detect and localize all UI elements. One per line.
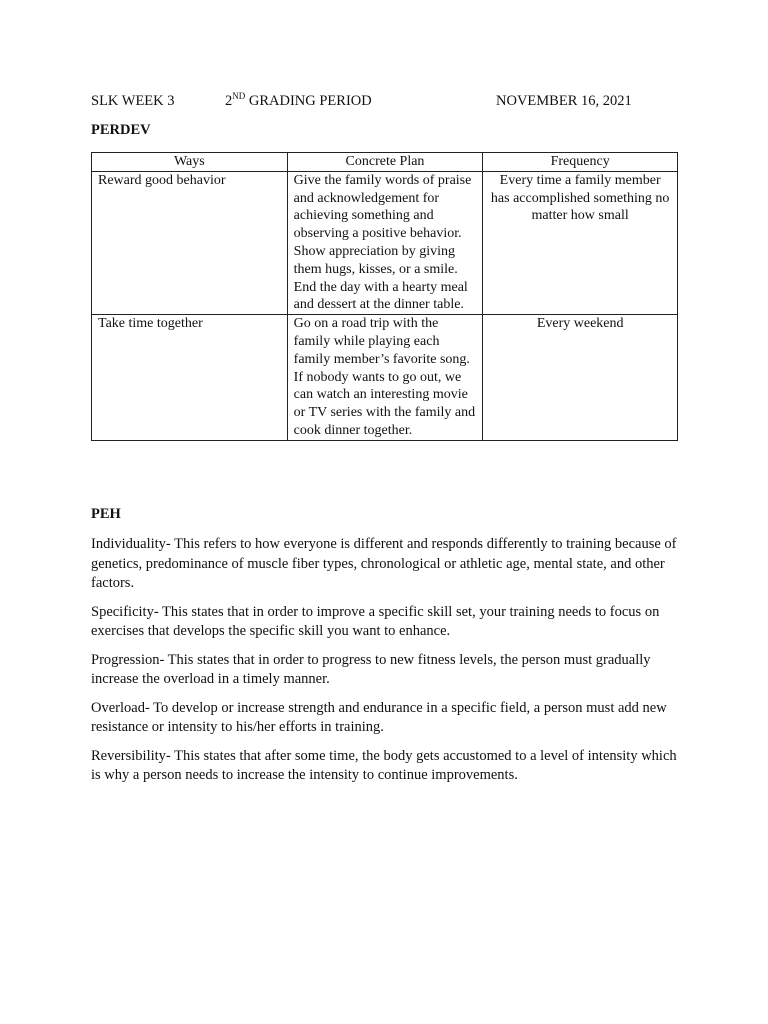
grading-number: 2 [225, 93, 233, 109]
cell-plan: Give the family words of praise and acknowledgement for achieving something and observing a positive behavior. Show appreciation by giving them hugs, kisses, or a smile. End the day with a hearty meal and dessert at the dinner table. [287, 171, 483, 314]
cell-plan: Go on a road trip with the family while playing each family member’s favorite song. If nobody wants to go out, we can watch an interesting movie or TV series with the family and cook dinner together. [287, 315, 483, 441]
perdev-plan-table [91, 152, 678, 441]
column-header-concrete-plan: Concrete Plan [287, 153, 483, 172]
document-header [91, 93, 681, 113]
table-row [92, 315, 678, 441]
cell-way: Take time together [92, 315, 288, 441]
cell-way: Reward good behavior [92, 171, 288, 314]
principle-individuality: Individuality- This refers to how everyone is different and responds differently to training because of genetics, predominance of muscle fiber types, chronological or athletic age, mental state, and other factors. [91, 536, 677, 591]
column-header-ways: Ways [92, 153, 288, 172]
perdev-section-title: PERDEV [91, 122, 151, 138]
table-header-row [92, 153, 678, 172]
table-row [92, 171, 678, 314]
cell-frequency: Every time a family member has accomplished something no matter how small [483, 171, 678, 314]
grading-suffix: ND [232, 91, 246, 101]
peh-section-title: PEH [91, 506, 121, 522]
principle-specificity: Specificity- This states that in order to improve a specific skill set, your training needs to focus on exercises that develops the specific skill you want to enhance. [91, 603, 660, 639]
week-label: SLK WEEK 3 [91, 93, 175, 109]
grading-period-label [225, 93, 372, 110]
cell-frequency: Every weekend [483, 315, 678, 441]
principle-progression: Progression- This states that in order to progress to new fitness levels, the person must gradually increase the overload in a timely manner. [91, 651, 651, 687]
document-date: NOVEMBER 16, 2021 [496, 93, 632, 109]
grading-text: GRADING PERIOD [245, 93, 372, 109]
principle-reversibility: Reversibility- This states that after some time, the body gets accustomed to a level of intensity which is why a person needs to increase the intensity to continue improvements. [91, 747, 677, 783]
peh-principles [91, 535, 681, 795]
principle-overload: Overload- To develop or increase strength and endurance in a specific field, a person must add new resistance or intensity to his/her efforts in training. [91, 699, 667, 735]
column-header-frequency: Frequency [483, 153, 678, 172]
